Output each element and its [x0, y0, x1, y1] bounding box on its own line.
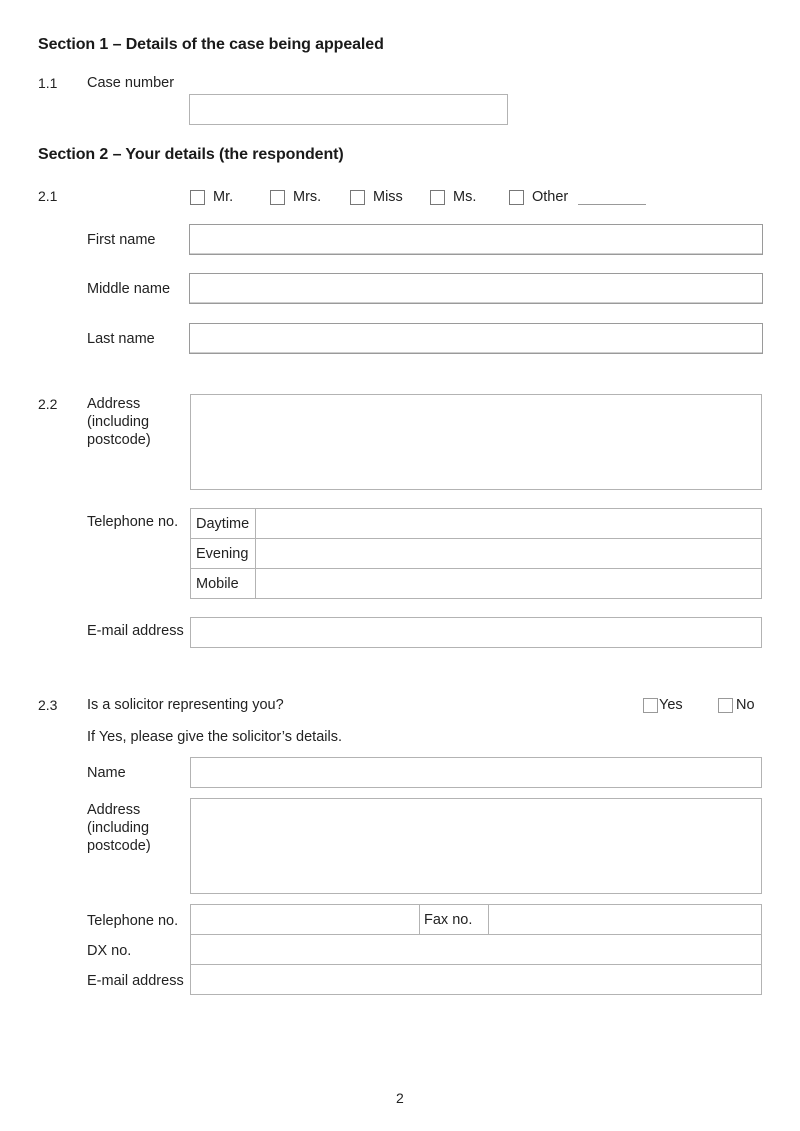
middle-name-field[interactable] — [189, 273, 763, 304]
solicitor-email-label: E-mail address — [87, 973, 184, 989]
title-other-label: Other — [532, 189, 569, 205]
section-2-heading: Section 2 – Your details (the respondent) — [38, 146, 344, 163]
address-field[interactable] — [190, 394, 762, 490]
title-ms-label: Ms. — [453, 189, 477, 205]
question-number-2-1: 2.1 — [38, 188, 58, 204]
solicitor-instruction: If Yes, please give the solicitor’s details. — [87, 729, 342, 745]
title-mrs-label: Mrs. — [293, 189, 322, 205]
email-label: E-mail address — [87, 623, 184, 639]
title-miss-label: Miss — [373, 189, 403, 205]
page-number: 2 — [396, 1090, 404, 1106]
address-label — [87, 395, 151, 449]
case-number-label: Case number — [87, 75, 175, 91]
solicitor-fax-field[interactable] — [488, 904, 762, 935]
solicitor-dx-field[interactable] — [190, 934, 762, 965]
email-field[interactable] — [190, 617, 762, 648]
address-label-line-3: postcode) — [87, 432, 151, 448]
solicitor-no-label: No — [736, 697, 755, 713]
telephone-row-evening — [191, 539, 762, 569]
telephone-row-daytime — [191, 509, 762, 539]
solicitor-address-label-line-1: Address — [87, 802, 141, 818]
telephone-row-mobile — [191, 569, 762, 599]
solicitor-address-field[interactable] — [190, 798, 762, 894]
telephone-label: Telephone no. — [87, 514, 179, 530]
solicitor-fax-label: Fax no. — [424, 912, 473, 928]
solicitor-question: Is a solicitor representing you? — [87, 697, 284, 713]
solicitor-address-label-line-3: postcode) — [87, 838, 151, 854]
title-mr-label: Mr. — [213, 189, 234, 205]
title-mrs-checkbox[interactable] — [270, 190, 285, 205]
solicitor-telephone-field[interactable] — [190, 904, 420, 935]
telephone-table — [190, 508, 762, 599]
solicitor-yes-checkbox[interactable] — [643, 698, 658, 713]
middle-name-label: Middle name — [87, 281, 171, 297]
first-name-field[interactable] — [189, 224, 763, 255]
solicitor-email-field[interactable] — [190, 964, 762, 995]
address-label-line-1: Address — [87, 396, 141, 412]
telephone-evening-label: Evening — [191, 539, 256, 569]
last-name-field[interactable] — [189, 323, 763, 354]
title-other-checkbox[interactable] — [509, 190, 524, 205]
question-number-2-3: 2.3 — [38, 697, 58, 713]
question-number-2-2: 2.2 — [38, 396, 58, 412]
question-number-1-1: 1.1 — [38, 75, 58, 91]
telephone-mobile-field[interactable] — [256, 569, 762, 599]
telephone-mobile-label: Mobile — [191, 569, 256, 599]
solicitor-telephone-label: Telephone no. — [87, 913, 179, 929]
first-name-label: First name — [87, 232, 156, 248]
title-ms-checkbox[interactable] — [430, 190, 445, 205]
title-mr-checkbox[interactable] — [190, 190, 205, 205]
solicitor-fax-label-cell — [419, 904, 489, 935]
solicitor-address-label — [87, 801, 151, 855]
telephone-daytime-field[interactable] — [256, 509, 762, 539]
solicitor-name-label: Name — [87, 765, 126, 781]
solicitor-dx-label: DX no. — [87, 943, 132, 959]
telephone-daytime-label: Daytime — [191, 509, 256, 539]
solicitor-no-checkbox[interactable] — [718, 698, 733, 713]
title-other-field[interactable] — [578, 204, 646, 205]
solicitor-name-field[interactable] — [190, 757, 762, 788]
last-name-label: Last name — [87, 331, 155, 347]
section-1-heading: Section 1 – Details of the case being appealed — [38, 36, 384, 53]
title-miss-checkbox[interactable] — [350, 190, 365, 205]
address-label-line-2: (including — [87, 414, 150, 430]
solicitor-address-label-line-2: (including — [87, 820, 150, 836]
telephone-evening-field[interactable] — [256, 539, 762, 569]
solicitor-yes-label: Yes — [659, 697, 683, 713]
case-number-field[interactable] — [189, 94, 508, 125]
